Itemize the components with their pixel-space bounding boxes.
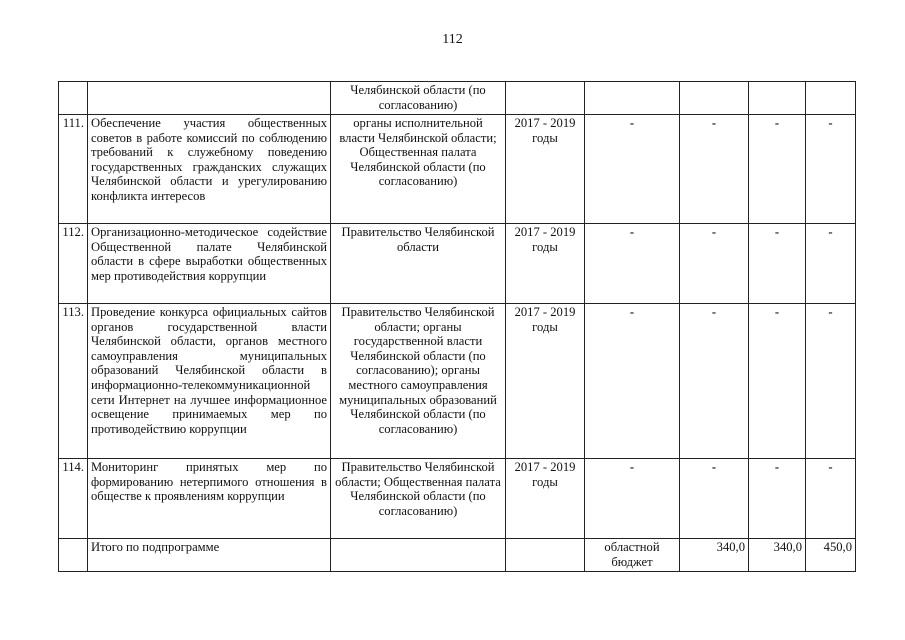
funding-source-cell: областной бюджет — [585, 539, 680, 572]
program-measures-table — [58, 81, 856, 572]
executor-cell — [331, 539, 506, 572]
source-cell: - — [585, 304, 680, 459]
value-cell: - — [806, 459, 856, 539]
table-row-113 — [59, 304, 856, 459]
period-cell — [506, 539, 585, 572]
value-cell: - — [806, 304, 856, 459]
value-cell: - — [680, 459, 749, 539]
event-cell: Мониторинг принятых мер по формированию нетерпимого отношения в обществе к проявлениям коррупции — [88, 459, 331, 539]
executor-cell: Правительство Челябинской области; Общественная палата Челябинской области (по согласованию) — [331, 459, 506, 539]
event-cell: Проведение конкурса официальных сайтов органов государственной власти Челябинской области, органов местного самоуправления муниципальных образований Челябинской области в информационно-телекоммуникационной сети Интернет на лучшее информационное освещение принимаемых мер по противодействию коррупции — [88, 304, 331, 459]
value-cell — [680, 82, 749, 115]
total-value-cell: 450,0 — [806, 539, 856, 572]
source-cell: - — [585, 459, 680, 539]
total-label: Итого по подпрограмме — [88, 539, 331, 572]
value-cell: - — [806, 224, 856, 304]
total-value-cell: 340,0 — [749, 539, 806, 572]
value-cell — [806, 82, 856, 115]
value-cell: - — [680, 115, 749, 224]
source-cell: - — [585, 224, 680, 304]
executor-cell: Челябинской области (по согласованию) — [331, 82, 506, 115]
row-number — [59, 539, 88, 572]
row-number: 112. — [59, 224, 88, 304]
period-cell: 2017 - 2019 годы — [506, 224, 585, 304]
row-number — [59, 82, 88, 115]
value-cell — [749, 82, 806, 115]
value-cell: - — [680, 304, 749, 459]
value-cell: - — [749, 115, 806, 224]
table-row-111 — [59, 115, 856, 224]
page-number: 112 — [442, 32, 463, 47]
period-cell: 2017 - 2019 годы — [506, 459, 585, 539]
table-row-112 — [59, 224, 856, 304]
source-cell: - — [585, 115, 680, 224]
row-number: 113. — [59, 304, 88, 459]
value-cell: - — [680, 224, 749, 304]
executor-cell: Правительство Челябинской области; органы государственной власти Челябинской области (по согласованию); органы местного самоуправления муниципальных образований Челябинской области (по согласованию) — [331, 304, 506, 459]
period-cell: 2017 - 2019 годы — [506, 304, 585, 459]
event-cell: Организационно-методическое содействие Общественной палате Челябинской области в сфере выработки общественных мер противодействия коррупции — [88, 224, 331, 304]
row-number: 114. — [59, 459, 88, 539]
period-cell: 2017 - 2019 годы — [506, 115, 585, 224]
event-cell — [88, 82, 331, 115]
total-value-cell: 340,0 — [680, 539, 749, 572]
executor-cell: органы исполнительной власти Челябинской области; Общественная палата Челябинской области (по согласованию) — [331, 115, 506, 224]
value-cell: - — [806, 115, 856, 224]
table-row-continuation — [59, 82, 856, 115]
table-row-114 — [59, 459, 856, 539]
value-cell: - — [749, 224, 806, 304]
value-cell: - — [749, 304, 806, 459]
table-row-total — [59, 539, 856, 572]
executor-cell: Правительство Челябинской области — [331, 224, 506, 304]
event-cell: Обеспечение участия общественных советов в работе комиссий по соблюдению требований к служебному поведению государственных гражданских служащих Челябинской области и урегулированию конфликта интересов — [88, 115, 331, 224]
period-cell — [506, 82, 585, 115]
row-number: 111. — [59, 115, 88, 224]
source-cell — [585, 82, 680, 115]
value-cell: - — [749, 459, 806, 539]
